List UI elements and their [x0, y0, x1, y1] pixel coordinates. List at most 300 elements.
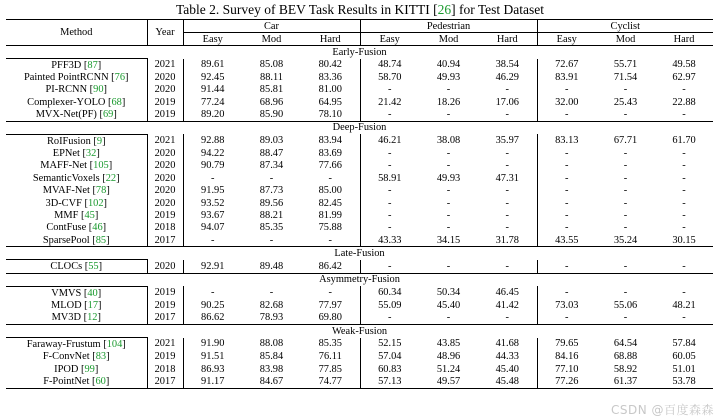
- value-cell: 83.94: [301, 134, 360, 147]
- value-cell: -: [682, 160, 686, 172]
- value-cell: -: [682, 312, 686, 324]
- value-cell: -: [446, 185, 451, 197]
- value-cell: 84.16: [555, 351, 579, 363]
- method-citation[interactable]: 99: [84, 363, 95, 375]
- year-cell: 2019: [147, 299, 183, 311]
- year-cell: 2020: [147, 160, 183, 172]
- value-cell: -: [478, 109, 537, 122]
- method-cell: [6, 109, 147, 122]
- value-cell: 87.34: [259, 160, 284, 172]
- method-name: MMF: [54, 209, 79, 221]
- method-citation[interactable]: 68: [111, 96, 122, 108]
- value-cell: 82.45: [301, 197, 360, 209]
- value-cell: -: [388, 197, 392, 209]
- table-row: [6, 197, 713, 209]
- citation-bracket-close: ]: [121, 96, 126, 108]
- method-name: IPOD: [54, 363, 79, 375]
- value-cell: 57.13: [360, 375, 419, 388]
- year-cell: 2019: [147, 350, 183, 362]
- citation-bracket-close: ]: [94, 363, 99, 375]
- value-cell: 35.24: [613, 234, 638, 246]
- section-header-row: [6, 325, 713, 338]
- header-level-pedestrian-mod: Mod: [419, 33, 478, 46]
- value-cell: 53.78: [655, 375, 713, 388]
- value-cell: -: [623, 222, 628, 234]
- value-cell: 83.98: [259, 363, 284, 375]
- citation-bracket-close: ]: [106, 351, 110, 363]
- value-cell: 90.25: [201, 299, 225, 311]
- value-cell: 79.65: [555, 338, 579, 350]
- value-cell: 47.31: [478, 172, 537, 184]
- method-citation[interactable]: 102: [87, 197, 104, 209]
- citation-bracket-close: ]: [97, 312, 101, 324]
- value-cell: -: [623, 148, 628, 160]
- value-cell: 38.08: [436, 135, 461, 147]
- method-cell: [6, 197, 147, 209]
- value-cell: -: [478, 160, 537, 172]
- method-name: MLOD: [50, 299, 82, 311]
- value-cell: 57.04: [378, 351, 402, 363]
- citation-bracket-close: ]: [125, 72, 129, 84]
- value-cell: 89.56: [259, 197, 284, 209]
- value-cell: 18.26: [436, 96, 461, 108]
- method-name: PI-RCNN: [45, 84, 88, 96]
- value-cell: -: [565, 172, 569, 184]
- table-row: [6, 109, 713, 122]
- method-cell: [6, 363, 147, 375]
- table-row: [6, 185, 713, 197]
- citation-bracket-close: ]: [105, 375, 110, 387]
- method-name: MVX-Net(PF): [35, 109, 97, 121]
- section-title: Asymmetry-Fusion: [6, 273, 713, 286]
- caption-prefix: Table 2. Survey of BEV Task Results in KITTI [: [176, 2, 438, 17]
- value-cell: -: [565, 260, 569, 272]
- value-cell: -: [682, 209, 686, 221]
- method-citation[interactable]: 60: [95, 375, 106, 387]
- value-cell: -: [388, 160, 392, 172]
- table-caption: [0, 2, 720, 18]
- table-row: [6, 312, 713, 325]
- value-cell: 69.80: [301, 312, 360, 325]
- header-level-cyclist-hard: Hard: [655, 33, 713, 46]
- method-citation[interactable]: 22: [105, 172, 117, 184]
- section-title: Early-Fusion: [6, 46, 713, 59]
- section-header-row: [6, 46, 713, 59]
- value-cell: -: [565, 148, 569, 160]
- value-cell: -: [478, 222, 537, 234]
- table-row: [6, 299, 713, 311]
- value-cell: 43.55: [555, 234, 579, 246]
- year-cell: 2020: [147, 172, 183, 184]
- method-cell: [6, 172, 147, 184]
- value-cell: 89.20: [201, 109, 225, 121]
- value-cell: -: [446, 222, 451, 234]
- method-name: 3D-CVF: [45, 197, 82, 209]
- value-cell: 51.01: [672, 363, 696, 375]
- value-cell: 34.15: [436, 234, 461, 246]
- citation-bracket-close: ]: [98, 299, 102, 311]
- table-row: [6, 160, 713, 172]
- value-cell: -: [565, 160, 569, 172]
- value-cell: 94.07: [201, 222, 225, 234]
- value-cell: 93.52: [201, 197, 225, 209]
- method-name: MV3D: [51, 312, 82, 324]
- method-citation[interactable]: 40: [87, 287, 98, 299]
- header-level-car-easy: Easy: [183, 33, 242, 46]
- value-cell: -: [269, 287, 274, 299]
- citation-bracket-open: [: [81, 299, 88, 311]
- table-row: [6, 172, 713, 184]
- value-cell: 45.40: [478, 363, 537, 375]
- value-cell: -: [682, 84, 686, 96]
- value-cell: 64.54: [613, 338, 638, 350]
- value-cell: 82.68: [259, 299, 284, 311]
- table-row: [6, 286, 713, 299]
- value-cell: 88.21: [259, 209, 284, 221]
- value-cell: -: [478, 260, 537, 273]
- value-cell: -: [211, 172, 215, 184]
- value-cell: 76.11: [301, 350, 360, 362]
- value-cell: 41.42: [478, 299, 537, 311]
- value-cell: 41.68: [478, 338, 537, 351]
- method-citation[interactable]: 45: [84, 209, 95, 221]
- method-cell: [6, 286, 147, 299]
- section-title: Late-Fusion: [6, 247, 713, 260]
- value-cell: -: [301, 286, 360, 299]
- value-cell: 60.34: [378, 287, 402, 299]
- table-row: [6, 350, 713, 362]
- value-cell: 92.88: [201, 135, 225, 147]
- value-cell: -: [623, 160, 628, 172]
- value-cell: -: [388, 222, 392, 234]
- citation-bracket-open: [: [86, 222, 93, 234]
- citation-bracket-open: [: [82, 261, 89, 273]
- table-row: [6, 375, 713, 388]
- table-row: [6, 96, 713, 108]
- method-name: ContFuse: [46, 222, 87, 234]
- value-cell: -: [446, 260, 451, 272]
- citation-bracket-open: [: [90, 135, 97, 147]
- value-cell: 62.97: [672, 72, 696, 84]
- value-cell: 68.88: [613, 351, 638, 363]
- method-cell: [6, 299, 147, 311]
- year-cell: 2020: [147, 71, 183, 83]
- header-level-pedestrian-hard: Hard: [478, 33, 537, 46]
- method-cell: [6, 96, 147, 108]
- value-cell: -: [269, 234, 274, 246]
- value-cell: 81.99: [301, 209, 360, 221]
- citation-bracket-open: [: [78, 209, 85, 221]
- citation-bracket-open: [: [81, 59, 88, 71]
- value-cell: -: [478, 147, 537, 159]
- header-group-car: Car: [183, 20, 360, 33]
- method-citation[interactable]: 87: [87, 59, 98, 71]
- value-cell: 49.58: [672, 59, 696, 71]
- value-cell: 80.42: [301, 59, 360, 72]
- year-cell: 2019: [147, 109, 183, 122]
- value-cell: 83.36: [301, 71, 360, 83]
- citation-bracket-open: [: [108, 72, 115, 84]
- value-cell: 57.84: [672, 338, 696, 350]
- method-citation[interactable]: 76: [114, 72, 126, 84]
- value-cell: -: [565, 312, 569, 324]
- value-cell: -: [388, 260, 392, 272]
- value-cell: 49.57: [419, 375, 478, 388]
- year-cell: 2020: [147, 185, 183, 197]
- method-citation[interactable]: 105: [93, 160, 109, 172]
- value-cell: 52.15: [378, 338, 402, 350]
- citation-bracket-open: [: [81, 312, 88, 324]
- value-cell: 89.61: [201, 59, 225, 71]
- value-cell: -: [623, 209, 628, 221]
- value-cell: -: [682, 222, 686, 234]
- method-citation[interactable]: 85: [95, 234, 107, 246]
- year-cell: 2021: [147, 338, 183, 351]
- value-cell: 85.08: [259, 59, 284, 71]
- value-cell: -: [682, 109, 686, 121]
- value-cell: -: [211, 287, 215, 299]
- value-cell: -: [682, 260, 686, 272]
- value-cell: 81.00: [301, 84, 360, 96]
- value-cell: 58.92: [613, 363, 638, 375]
- method-citation[interactable]: 17: [87, 299, 99, 311]
- table-row: [6, 59, 713, 72]
- value-cell: 88.08: [259, 338, 284, 350]
- citation-bracket-close: ]: [103, 84, 107, 96]
- value-cell: -: [565, 209, 569, 221]
- value-cell: 49.93: [436, 72, 461, 84]
- citation-bracket-open: [: [96, 109, 103, 121]
- method-citation[interactable]: 46: [92, 222, 103, 234]
- value-cell: -: [388, 84, 392, 96]
- section-title: Deep-Fusion: [6, 121, 713, 134]
- citation-bracket-close: ]: [97, 287, 102, 299]
- value-cell: -: [388, 148, 392, 160]
- method-cell: [6, 375, 147, 388]
- value-cell: 22.88: [672, 96, 696, 108]
- value-cell: -: [446, 148, 451, 160]
- value-cell: -: [388, 209, 392, 221]
- method-name: RoIFusion: [46, 135, 91, 147]
- method-cell: [6, 147, 147, 159]
- header-level-cyclist-easy: Easy: [537, 33, 596, 46]
- value-cell: 74.77: [301, 375, 360, 388]
- value-cell: -: [565, 287, 569, 299]
- year-cell: 2020: [147, 84, 183, 96]
- value-cell: 21.42: [378, 96, 402, 108]
- method-citation[interactable]: 83: [95, 351, 107, 363]
- method-citation[interactable]: 78: [95, 185, 107, 197]
- value-cell: 83.91: [555, 72, 579, 84]
- year-cell: 2021: [147, 59, 183, 72]
- results-table: [6, 19, 713, 389]
- value-cell: -: [446, 312, 451, 324]
- header-group-cyclist: Cyclist: [537, 20, 713, 33]
- citation-bracket-close: ]: [102, 222, 107, 234]
- watermark: CSDN @百度森森: [610, 403, 714, 417]
- citation-bracket-close: ]: [102, 135, 106, 147]
- citation-bracket-open: [: [89, 185, 96, 197]
- table-row: [6, 363, 713, 375]
- value-cell: -: [446, 160, 451, 172]
- value-cell: 89.48: [259, 260, 284, 272]
- citation-bracket-close: ]: [103, 197, 107, 209]
- year-cell: 2020: [147, 147, 183, 159]
- value-cell: 51.24: [436, 363, 461, 375]
- value-cell: 78.93: [259, 312, 284, 324]
- method-cell: [6, 160, 147, 172]
- year-cell: 2019: [147, 209, 183, 221]
- value-cell: 32.00: [555, 96, 579, 108]
- value-cell: -: [565, 197, 569, 209]
- value-cell: -: [388, 185, 392, 197]
- value-cell: 85.35: [301, 338, 360, 351]
- value-cell: 45.48: [478, 375, 537, 388]
- value-cell: 46.29: [478, 71, 537, 83]
- method-citation[interactable]: 69: [102, 109, 114, 121]
- value-cell: -: [478, 84, 537, 96]
- citation-bracket-close: ]: [113, 109, 117, 121]
- value-cell: 88.47: [259, 148, 284, 160]
- value-cell: 91.90: [201, 338, 225, 350]
- method-name: Painted PointRCNN: [24, 72, 109, 84]
- header-method: Method: [6, 20, 147, 46]
- method-citation[interactable]: 55: [88, 261, 99, 273]
- method-cell: [6, 209, 147, 221]
- section-header-row: [6, 121, 713, 134]
- citation-bracket-open: [: [89, 234, 96, 246]
- value-cell: -: [478, 209, 537, 221]
- value-cell: 31.78: [478, 234, 537, 247]
- value-cell: 71.54: [613, 72, 638, 84]
- value-cell: 50.34: [436, 287, 461, 299]
- method-citation[interactable]: 32: [85, 148, 97, 160]
- value-cell: 58.70: [378, 72, 402, 84]
- citation-bracket-open: [: [100, 338, 107, 350]
- year-cell: 2017: [147, 234, 183, 247]
- year-cell: 2019: [147, 286, 183, 299]
- value-cell: 91.51: [201, 351, 225, 363]
- header-level-pedestrian-easy: Easy: [360, 33, 419, 46]
- citation-bracket-open: [: [78, 363, 85, 375]
- method-name: EPNet: [52, 148, 80, 160]
- value-cell: 43.33: [378, 234, 402, 246]
- value-cell: 38.54: [478, 59, 537, 72]
- value-cell: -: [446, 109, 451, 121]
- method-name: F-ConvNet: [42, 351, 90, 363]
- value-cell: 92.91: [201, 260, 225, 272]
- value-cell: 94.22: [201, 148, 225, 160]
- value-cell: -: [388, 312, 392, 324]
- method-name: MVAF-Net: [42, 185, 90, 197]
- method-cell: [6, 338, 147, 351]
- value-cell: -: [478, 312, 537, 325]
- citation-bracket-open: [: [81, 287, 88, 299]
- value-cell: 67.71: [613, 135, 638, 147]
- method-citation[interactable]: 104: [106, 338, 123, 350]
- value-cell: 92.45: [201, 72, 225, 84]
- value-cell: 85.00: [301, 185, 360, 197]
- method-name: PFF3D: [51, 59, 82, 71]
- method-cell: [6, 260, 147, 273]
- citation-bracket-close: ]: [98, 261, 103, 273]
- value-cell: 60.05: [672, 351, 696, 363]
- method-citation[interactable]: 90: [93, 84, 104, 96]
- citation-bracket-open: [: [89, 375, 96, 387]
- value-cell: 48.96: [436, 351, 461, 363]
- method-cell: [6, 312, 147, 325]
- method-citation[interactable]: 12: [87, 312, 98, 324]
- value-cell: 91.95: [201, 185, 225, 197]
- value-cell: 77.26: [537, 375, 596, 388]
- value-cell: -: [682, 185, 686, 197]
- value-cell: -: [623, 172, 628, 184]
- value-cell: -: [478, 185, 537, 197]
- value-cell: -: [565, 185, 569, 197]
- method-name: Complexer-YOLO: [27, 96, 106, 108]
- value-cell: 86.42: [301, 260, 360, 273]
- value-cell: -: [623, 260, 628, 272]
- value-cell: 85.84: [259, 351, 284, 363]
- year-cell: 2017: [147, 375, 183, 388]
- caption-citation[interactable]: 26: [437, 2, 452, 17]
- value-cell: 77.66: [301, 160, 360, 172]
- value-cell: -: [682, 287, 686, 299]
- value-cell: 87.73: [259, 185, 284, 197]
- value-cell: 60.83: [378, 363, 402, 375]
- citation-bracket-open: [: [105, 96, 112, 108]
- citation-bracket-open: [: [89, 351, 96, 363]
- value-cell: 58.91: [378, 172, 402, 184]
- value-cell: 75.88: [301, 222, 360, 234]
- method-cell: [6, 59, 147, 72]
- value-cell: -: [446, 84, 451, 96]
- value-cell: 78.10: [301, 109, 360, 122]
- value-cell: 49.93: [436, 172, 461, 184]
- value-cell: 68.96: [259, 96, 284, 108]
- value-cell: -: [565, 109, 569, 121]
- year-cell: 2019: [147, 96, 183, 108]
- year-cell: 2020: [147, 197, 183, 209]
- value-cell: -: [301, 234, 360, 247]
- value-cell: -: [446, 197, 451, 209]
- value-cell: -: [478, 197, 537, 209]
- value-cell: 86.62: [201, 312, 225, 324]
- value-cell: 45.40: [436, 299, 461, 311]
- value-cell: 77.97: [301, 299, 360, 311]
- value-cell: 35.97: [478, 134, 537, 147]
- section-title: Weak-Fusion: [6, 325, 713, 338]
- value-cell: -: [623, 197, 628, 209]
- table-row: [6, 147, 713, 159]
- value-cell: 61.70: [672, 135, 696, 147]
- header-year: Year: [147, 20, 183, 46]
- section-header-row: [6, 273, 713, 286]
- table-row: [6, 134, 713, 147]
- value-cell: 55.09: [378, 299, 402, 311]
- value-cell: -: [682, 148, 686, 160]
- value-cell: 40.94: [436, 59, 461, 71]
- method-citation[interactable]: 9: [96, 135, 103, 147]
- table-row: [6, 71, 713, 83]
- year-cell: 2017: [147, 312, 183, 325]
- value-cell: 85.35: [259, 222, 284, 234]
- method-cell: [6, 222, 147, 234]
- value-cell: 77.24: [201, 96, 225, 108]
- table-row: [6, 84, 713, 96]
- value-cell: 86.93: [201, 363, 225, 375]
- header-group-pedestrian: Pedestrian: [360, 20, 537, 33]
